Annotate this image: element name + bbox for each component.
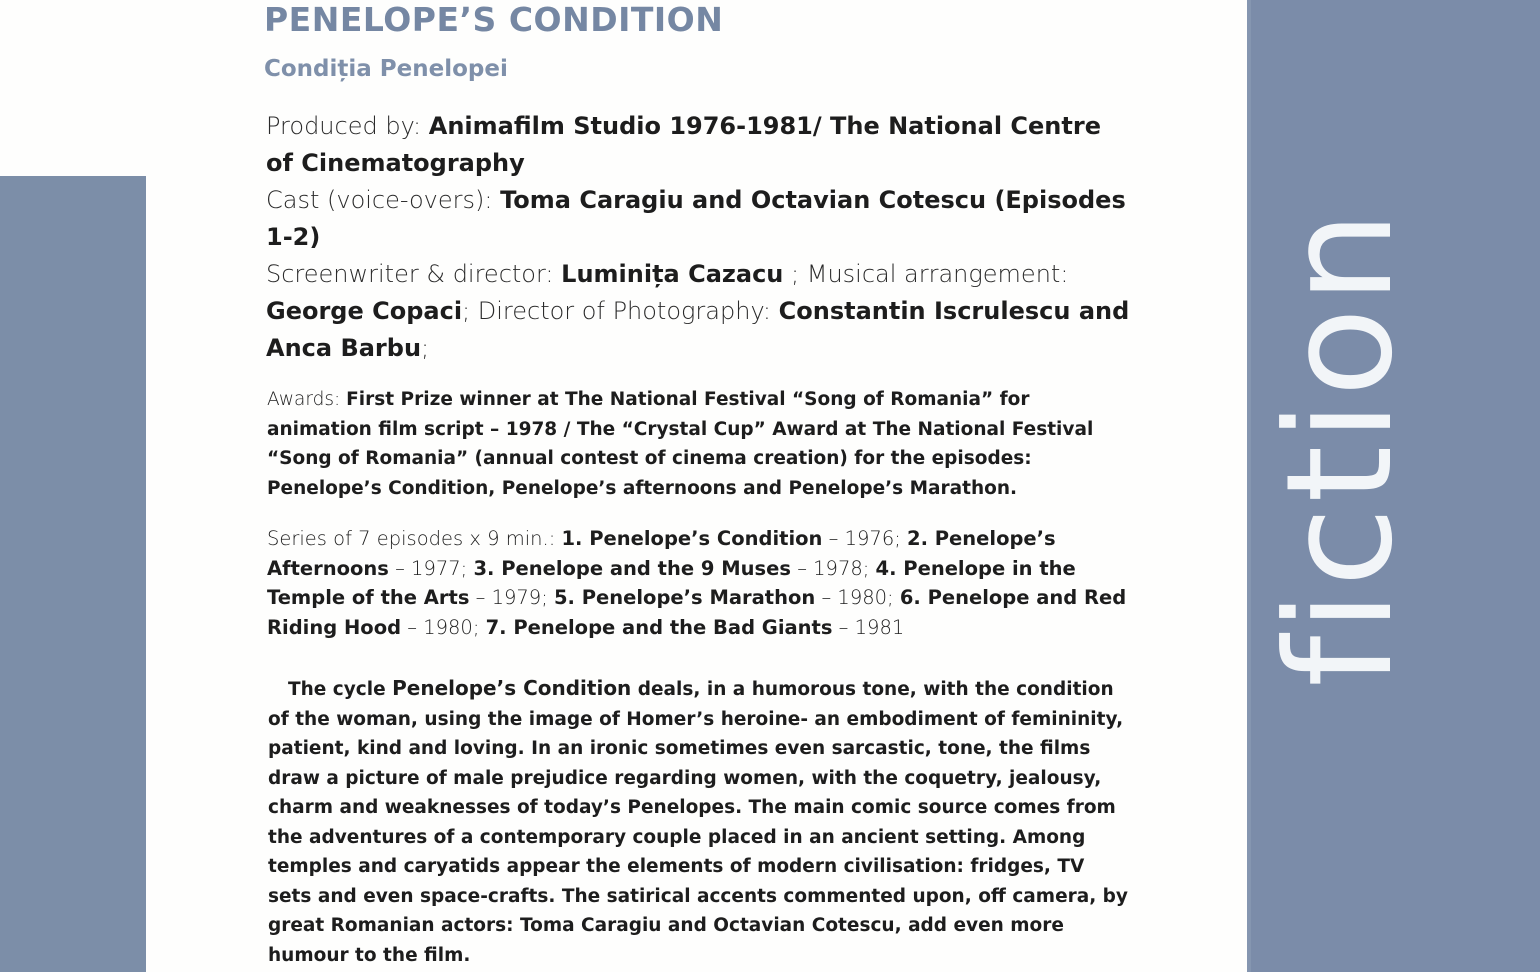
episode-title: 6. Penelope and Red Riding Hood <box>267 586 1127 639</box>
left-color-band <box>0 176 146 972</box>
photo-value: Constantin Iscrulescu and Anca Barbu <box>266 297 1130 362</box>
episode-year: – 1981 <box>832 615 905 639</box>
episode-title: 1. Penelope’s Condition <box>561 527 823 550</box>
episode-year: – 1980; <box>815 586 900 609</box>
writer-value: Luminița Cazacu <box>561 260 784 288</box>
episode-year: – 1980; <box>401 615 486 639</box>
episode-year: – 1978; <box>791 556 876 580</box>
photo-label: ; Director of Photography: <box>462 297 779 325</box>
music-label: ; Musical arrangement: <box>783 260 1069 288</box>
series-paragraph <box>267 524 1127 642</box>
credits-end: ; <box>421 334 430 362</box>
cast-label: Cast (voice-overs): <box>266 186 501 214</box>
episode-title: 2. Penelope’s Afternoons <box>267 527 1056 580</box>
writer-label: Screenwriter & director: <box>266 260 562 288</box>
awards-text: First Prize winner at The National Festival “Song of Romania” for animation film script – 1978 / The “Crystal Cup” Award at The National Festival “Song of Romania” (annual contest of cinema creation) for the episodes: Penelope’s Condition, Penelope’s afternoons and Penelope’s Marathon. <box>267 389 1094 499</box>
description-text: deals, in a humorous tone, with the condition of the woman, using the image of Homer’s heroine- an embodiment of femininity, patient, kind and loving. In an ironic sometimes even sarcastic, tone, the films draw a picture of male prejudice regarding women, with the coquetry, jealousy, charm and weaknesses of today’s Penelopes. The main comic source comes from the adventures of a contemporary couple placed in an ancient setting. Among temples and caryatids appear the elements of modern civilisation: fridges, TV sets and even space-crafts. The satirical accents commented upon, off camera, by great Romanian actors: Toma Caragiu and Octavian Cotescu, add even more humour to the film. <box>268 679 1128 966</box>
page-title: PENELOPE’S CONDITION <box>264 0 724 39</box>
episode-title: 3. Penelope and the 9 Muses <box>473 556 791 580</box>
description-paragraph <box>268 674 1128 970</box>
episode-year: – 1979; <box>469 586 554 609</box>
cast-value: Toma Caragiu and Octavian Cotescu (Episodes 1-2) <box>266 186 1126 251</box>
page-subtitle: Condiția Penelopei <box>264 56 508 82</box>
episode-title: 4. Penelope in the Temple of the Arts <box>267 556 1076 609</box>
produced-value: Animafilm Studio 1976-1981/ The National Centre of Cinematography <box>266 112 1101 177</box>
episode-year: – 1976; <box>822 527 907 550</box>
band-edge <box>1247 0 1251 972</box>
music-value: George Copaci <box>266 297 463 325</box>
episode-title: 7. Penelope and the Bad Giants <box>485 615 833 639</box>
section-label-fiction: fiction <box>1255 207 1425 687</box>
episode-title: 5. Penelope’s Marathon <box>553 586 816 609</box>
credits-block <box>266 108 1136 367</box>
awards-label: Awards: <box>267 389 347 410</box>
series-label: Series of 7 episodes x 9 min.: <box>267 527 562 550</box>
episode-year: – 1977; <box>388 556 474 580</box>
produced-label: Produced by: <box>266 112 429 140</box>
awards-paragraph <box>267 385 1097 503</box>
description-highlight: Penelope’s Condition <box>392 676 632 700</box>
description-lead: The cycle <box>288 679 393 700</box>
